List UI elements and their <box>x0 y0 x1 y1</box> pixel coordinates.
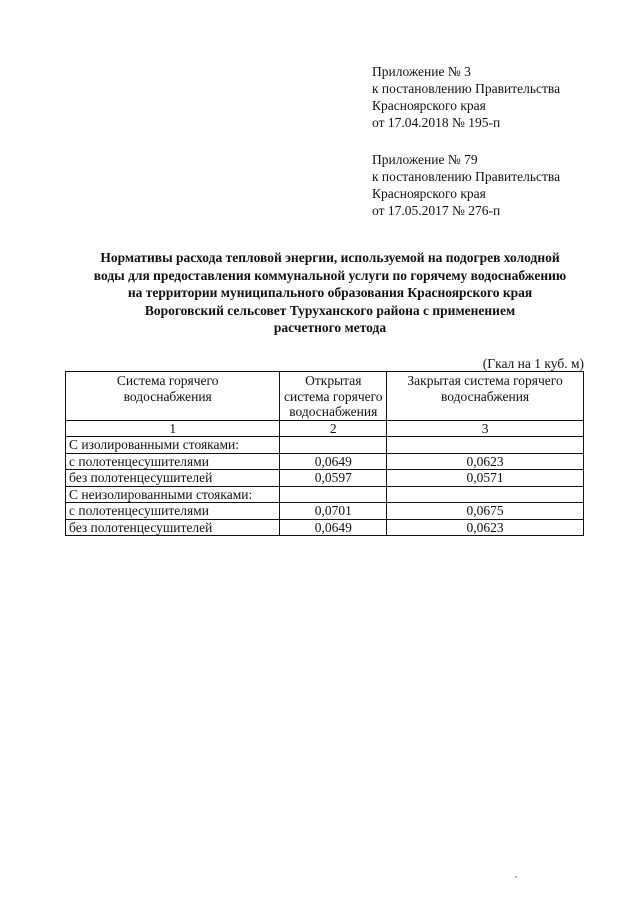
row-label: без полотенцесушителей <box>66 470 280 487</box>
row-value-open: 0,0701 <box>280 503 387 520</box>
table-row <box>66 519 584 536</box>
table-row <box>66 503 584 520</box>
row-label: с полотенцесушителями <box>66 453 280 470</box>
appendix-79-number: Приложение № 79 <box>372 152 478 167</box>
row-value-open: 0,0597 <box>280 470 387 487</box>
appendix-79-region: Красноярского края <box>372 186 486 201</box>
scan-speck <box>515 876 517 878</box>
row-value-closed: 0,0623 <box>387 453 584 470</box>
column-number-row <box>66 420 584 437</box>
row-label: с полотенцесушителями <box>66 503 280 520</box>
document-title <box>40 249 620 337</box>
column-number: 1 <box>66 420 280 437</box>
appendix-3-date: от 17.04.2018 № 195-п <box>372 115 501 130</box>
row-value-closed <box>387 486 584 503</box>
header-open-system <box>280 372 387 421</box>
title-line: на территории муниципального образования Красноярского края <box>127 285 533 300</box>
appendix-3-reference: к постановлению Правительства <box>372 81 561 96</box>
appendix-79-date: от 17.05.2017 № 276-п <box>372 203 501 218</box>
header-open-system-text: Открытая система горячего водоснабжения <box>283 373 383 419</box>
row-value-closed: 0,0571 <box>387 470 584 487</box>
row-value-open: 0,0649 <box>280 519 387 536</box>
table-header-row <box>66 372 584 421</box>
title-line: Нормативы расхода тепловой энергии, используемой на подогрев холодной <box>100 250 560 265</box>
table-row <box>66 453 584 470</box>
column-number: 3 <box>387 420 584 437</box>
appendix-3-block <box>372 63 622 131</box>
header-closed-system <box>387 372 584 421</box>
norms-table <box>65 371 584 536</box>
appendix-3-region: Красноярского края <box>372 98 486 113</box>
row-label: С неизолированными стояками: <box>66 486 280 503</box>
table-row <box>66 437 584 454</box>
title-line: расчетного метода <box>273 320 387 335</box>
row-value-closed: 0,0623 <box>387 519 584 536</box>
row-label: С изолированными стояками: <box>66 437 280 454</box>
column-number: 2 <box>280 420 387 437</box>
table-row <box>66 486 584 503</box>
row-value-open <box>280 486 387 503</box>
row-value-closed: 0,0675 <box>387 503 584 520</box>
appendix-79-block <box>372 151 622 219</box>
row-value-open <box>280 437 387 454</box>
appendix-3-number: Приложение № 3 <box>372 64 471 79</box>
row-value-closed <box>387 437 584 454</box>
row-label: без полотенцесушителей <box>66 519 280 536</box>
title-line: Вороговский сельсовет Туруханского района с применением <box>144 302 516 318</box>
header-system-text: Система горячего водоснабжения <box>116 373 219 404</box>
header-system <box>66 372 280 421</box>
title-line: воды для предоставления коммунальной услуги по горячему водоснабжению <box>93 267 567 283</box>
table-row <box>66 470 584 487</box>
units-note: (Гкал на 1 куб. м) <box>482 356 584 371</box>
header-closed-system-text: Закрытая система горячего водоснабжения <box>407 373 563 404</box>
appendix-79-reference: к постановлению Правительства <box>372 169 561 184</box>
row-value-open: 0,0649 <box>280 453 387 470</box>
